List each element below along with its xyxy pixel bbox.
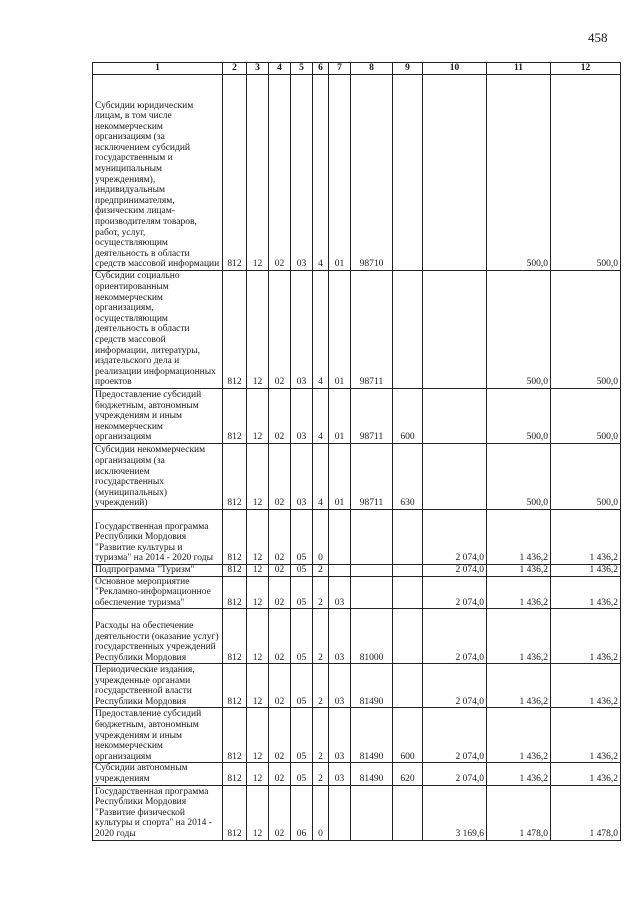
cell-ministry: 812 xyxy=(223,664,247,708)
table-row xyxy=(93,565,621,577)
cell-amount-3: 500,0 xyxy=(551,389,621,444)
row-name: Государственная программа Республики Мордовия "Развитие физической культуры и спорта" на 2014 - 2020 годы xyxy=(93,785,223,840)
cell-program: 05 xyxy=(291,565,313,577)
header-cell: 2 xyxy=(223,63,247,75)
cell-ministry: 812 xyxy=(223,609,247,664)
row-name: Субсидии юридическим лицам, в том числе некоммерческим организациям (за исключением субсидий государственным и муниципальным учреждениям), индивидуальным предпринимателям, физическим лицам-производителям товаров, работ, услуг, осуществляющим деятельность в области средств массовой информации xyxy=(93,75,223,271)
cell-ministry: 812 xyxy=(223,785,247,840)
row-name: Субсидии социально ориентированным некоммерческим организациям, осуществляющим деятельность в области средств массовой информации, литературы, издательского дела и реализации информационных проектов xyxy=(93,271,223,389)
header-cell: 3 xyxy=(247,63,269,75)
row-name: Основное мероприятие "Рекламно-информационное обеспечение туризма" xyxy=(93,576,223,609)
cell-activity xyxy=(329,565,351,577)
cell-expense-type xyxy=(393,576,423,609)
cell-expense-type: 620 xyxy=(393,763,423,785)
table-row xyxy=(93,271,621,389)
cell-subprogram: 4 xyxy=(313,75,329,271)
cell-subprogram: 2 xyxy=(313,708,329,763)
cell-activity: 03 xyxy=(329,576,351,609)
cell-direction: 81490 xyxy=(351,708,393,763)
table-row xyxy=(93,664,621,708)
cell-program: 03 xyxy=(291,271,313,389)
cell-amount-1 xyxy=(423,75,487,271)
cell-section: 12 xyxy=(247,609,269,664)
cell-direction: 81000 xyxy=(351,609,393,664)
row-name: Государственная программа Республики Мордовия "Развитие культуры и туризма" на 2014 - 2020 годы xyxy=(93,510,223,565)
row-name: Субсидии автономным учреждениям xyxy=(93,763,223,785)
cell-subsection: 02 xyxy=(269,763,291,785)
cell-activity xyxy=(329,510,351,565)
cell-amount-1 xyxy=(423,271,487,389)
table-row xyxy=(93,785,621,840)
cell-amount-3: 1 436,2 xyxy=(551,510,621,565)
cell-subsection: 02 xyxy=(269,708,291,763)
table-row xyxy=(93,510,621,565)
cell-direction: 98710 xyxy=(351,75,393,271)
header-cell: 7 xyxy=(329,63,351,75)
cell-amount-1: 2 074,0 xyxy=(423,763,487,785)
table-row xyxy=(93,444,621,510)
row-name: Предоставление субсидий бюджетным, автономным учреждениям и иным некоммерческим организациям xyxy=(93,708,223,763)
cell-ministry: 812 xyxy=(223,510,247,565)
cell-subprogram: 2 xyxy=(313,763,329,785)
cell-amount-1: 2 074,0 xyxy=(423,609,487,664)
cell-direction xyxy=(351,785,393,840)
cell-subsection: 02 xyxy=(269,565,291,577)
cell-direction: 81490 xyxy=(351,763,393,785)
cell-amount-3: 500,0 xyxy=(551,271,621,389)
cell-program: 05 xyxy=(291,576,313,609)
cell-expense-type xyxy=(393,609,423,664)
cell-activity: 01 xyxy=(329,75,351,271)
cell-subprogram: 0 xyxy=(313,510,329,565)
cell-activity xyxy=(329,785,351,840)
cell-section: 12 xyxy=(247,763,269,785)
cell-expense-type xyxy=(393,785,423,840)
cell-amount-2: 1 436,2 xyxy=(487,565,551,577)
cell-expense-type: 600 xyxy=(393,708,423,763)
table-row xyxy=(93,609,621,664)
cell-subprogram: 4 xyxy=(313,389,329,444)
cell-program: 03 xyxy=(291,389,313,444)
header-cell: 4 xyxy=(269,63,291,75)
cell-amount-3: 1 436,2 xyxy=(551,576,621,609)
cell-direction xyxy=(351,576,393,609)
cell-direction xyxy=(351,510,393,565)
cell-amount-3: 1 436,2 xyxy=(551,708,621,763)
cell-expense-type: 600 xyxy=(393,389,423,444)
row-name: Предоставление субсидий бюджетным, автономным учреждениям и иным некоммерческим организациям xyxy=(93,389,223,444)
cell-ministry: 812 xyxy=(223,444,247,510)
cell-subprogram: 4 xyxy=(313,444,329,510)
cell-amount-1: 2 074,0 xyxy=(423,664,487,708)
cell-subsection: 02 xyxy=(269,389,291,444)
cell-program: 06 xyxy=(291,785,313,840)
cell-section: 12 xyxy=(247,576,269,609)
cell-amount-1: 2 074,0 xyxy=(423,708,487,763)
table-row xyxy=(93,708,621,763)
header-cell: 10 xyxy=(423,63,487,75)
cell-amount-1: 2 074,0 xyxy=(423,576,487,609)
cell-subprogram: 2 xyxy=(313,609,329,664)
cell-section: 12 xyxy=(247,664,269,708)
cell-amount-1 xyxy=(423,444,487,510)
cell-expense-type: 630 xyxy=(393,444,423,510)
cell-subsection: 02 xyxy=(269,609,291,664)
cell-direction: 98711 xyxy=(351,444,393,510)
table-row xyxy=(93,75,621,271)
cell-section: 12 xyxy=(247,271,269,389)
cell-ministry: 812 xyxy=(223,565,247,577)
cell-subsection: 02 xyxy=(269,444,291,510)
cell-amount-2: 1 436,2 xyxy=(487,763,551,785)
cell-subsection: 02 xyxy=(269,576,291,609)
cell-activity: 03 xyxy=(329,763,351,785)
cell-activity: 03 xyxy=(329,664,351,708)
cell-activity: 03 xyxy=(329,708,351,763)
cell-program: 03 xyxy=(291,444,313,510)
header-cell: 8 xyxy=(351,63,393,75)
cell-subprogram: 4 xyxy=(313,271,329,389)
cell-subprogram: 0 xyxy=(313,785,329,840)
cell-subsection: 02 xyxy=(269,510,291,565)
cell-expense-type xyxy=(393,75,423,271)
header-cell: 5 xyxy=(291,63,313,75)
cell-direction xyxy=(351,565,393,577)
cell-program: 05 xyxy=(291,510,313,565)
row-name: Периодические издания, учрежденные органами государственной власти Республики Мордовия xyxy=(93,664,223,708)
cell-amount-1 xyxy=(423,389,487,444)
cell-amount-1: 2 074,0 xyxy=(423,510,487,565)
cell-direction: 98711 xyxy=(351,389,393,444)
cell-amount-2: 500,0 xyxy=(487,389,551,444)
cell-amount-3: 1 478,0 xyxy=(551,785,621,840)
cell-amount-2: 1 478,0 xyxy=(487,785,551,840)
cell-activity: 03 xyxy=(329,609,351,664)
cell-section: 12 xyxy=(247,510,269,565)
header-cell: 1 xyxy=(93,63,223,75)
cell-program: 03 xyxy=(291,75,313,271)
cell-program: 05 xyxy=(291,708,313,763)
cell-section: 12 xyxy=(247,389,269,444)
cell-ministry: 812 xyxy=(223,763,247,785)
cell-expense-type xyxy=(393,664,423,708)
cell-amount-2: 500,0 xyxy=(487,271,551,389)
table-header-row xyxy=(93,63,621,75)
cell-amount-2: 1 436,2 xyxy=(487,576,551,609)
cell-amount-2: 1 436,2 xyxy=(487,609,551,664)
cell-ministry: 812 xyxy=(223,708,247,763)
header-cell: 11 xyxy=(487,63,551,75)
page-number: 458 xyxy=(588,30,608,45)
budget-table xyxy=(92,62,621,841)
cell-amount-3: 500,0 xyxy=(551,444,621,510)
cell-subsection: 02 xyxy=(269,664,291,708)
table-row xyxy=(93,576,621,609)
cell-amount-2: 500,0 xyxy=(487,444,551,510)
table-row xyxy=(93,389,621,444)
cell-ministry: 812 xyxy=(223,271,247,389)
cell-subsection: 02 xyxy=(269,271,291,389)
header-cell: 6 xyxy=(313,63,329,75)
cell-amount-2: 1 436,2 xyxy=(487,510,551,565)
cell-amount-3: 1 436,2 xyxy=(551,609,621,664)
cell-expense-type xyxy=(393,510,423,565)
cell-amount-3: 1 436,2 xyxy=(551,565,621,577)
cell-program: 05 xyxy=(291,609,313,664)
cell-activity: 01 xyxy=(329,389,351,444)
cell-amount-1: 2 074,0 xyxy=(423,565,487,577)
cell-amount-3: 500,0 xyxy=(551,75,621,271)
cell-subsection: 02 xyxy=(269,75,291,271)
cell-amount-3: 1 436,2 xyxy=(551,763,621,785)
header-cell: 9 xyxy=(393,63,423,75)
cell-amount-2: 1 436,2 xyxy=(487,708,551,763)
cell-subsection: 02 xyxy=(269,785,291,840)
cell-expense-type xyxy=(393,565,423,577)
cell-subprogram: 2 xyxy=(313,576,329,609)
cell-subprogram: 2 xyxy=(313,565,329,577)
table-row xyxy=(93,763,621,785)
cell-activity: 01 xyxy=(329,271,351,389)
cell-section: 12 xyxy=(247,565,269,577)
header-cell: 12 xyxy=(551,63,621,75)
cell-ministry: 812 xyxy=(223,75,247,271)
cell-expense-type xyxy=(393,271,423,389)
cell-program: 05 xyxy=(291,763,313,785)
cell-program: 05 xyxy=(291,664,313,708)
cell-section: 12 xyxy=(247,444,269,510)
cell-amount-2: 1 436,2 xyxy=(487,664,551,708)
cell-direction: 81490 xyxy=(351,664,393,708)
row-name: Подпрограмма "Туризм" xyxy=(93,565,223,577)
row-name: Расходы на обеспечение деятельности (оказание услуг) государственных учреждений Республики Мордовия xyxy=(93,609,223,664)
cell-amount-2: 500,0 xyxy=(487,75,551,271)
cell-amount-1: 3 169,6 xyxy=(423,785,487,840)
cell-subprogram: 2 xyxy=(313,664,329,708)
cell-amount-3: 1 436,2 xyxy=(551,664,621,708)
cell-section: 12 xyxy=(247,708,269,763)
cell-direction: 98711 xyxy=(351,271,393,389)
cell-activity: 01 xyxy=(329,444,351,510)
cell-section: 12 xyxy=(247,785,269,840)
cell-section: 12 xyxy=(247,75,269,271)
row-name: Субсидии некоммерческим организациям (за исключением государственных (муниципальных) учреждений) xyxy=(93,444,223,510)
cell-ministry: 812 xyxy=(223,576,247,609)
cell-ministry: 812 xyxy=(223,389,247,444)
